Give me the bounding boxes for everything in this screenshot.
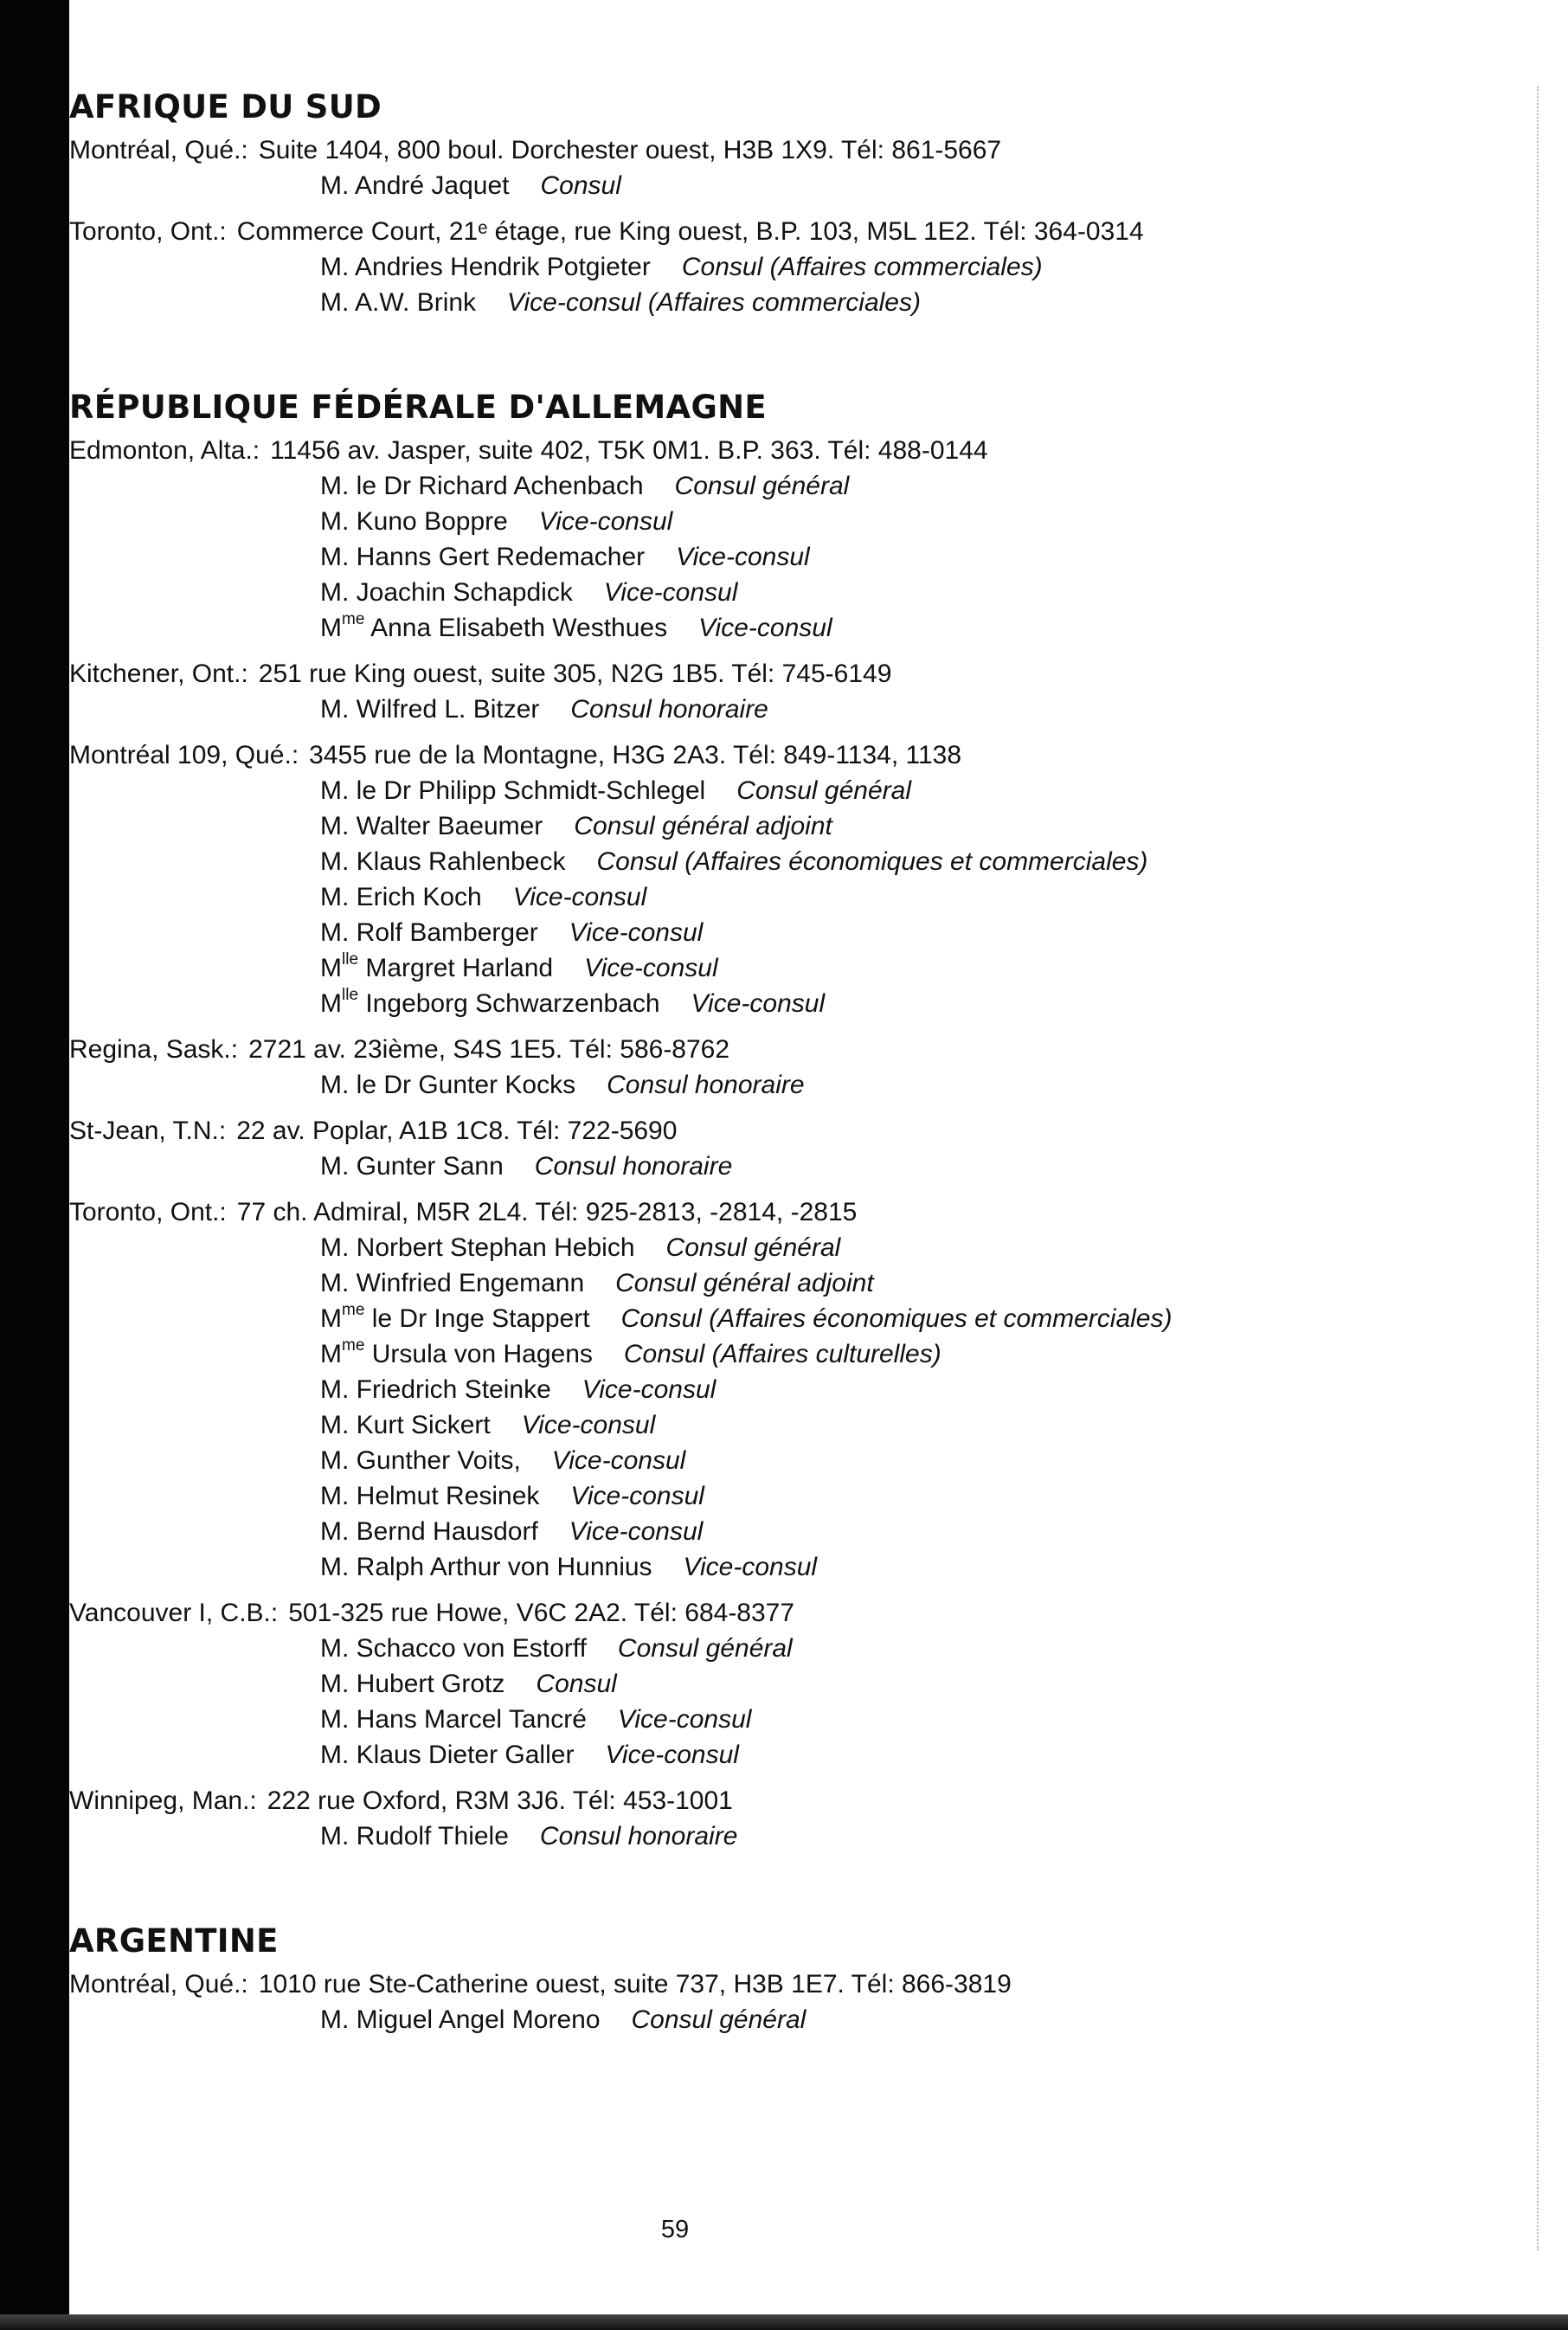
official-title: Consul général adjoint xyxy=(615,1269,874,1297)
address-line xyxy=(69,737,1488,773)
official-name xyxy=(320,847,566,876)
address-text: 501-325 rue Howe, V6C 2A2. Tél: 684-8377 xyxy=(288,1599,795,1627)
honorific-superscript: me xyxy=(342,1336,365,1355)
person-name: Andries Hendrik Potgieter xyxy=(355,253,651,281)
city-label: Vancouver I, C.B.: xyxy=(69,1599,279,1627)
city-label: Regina, Sask.: xyxy=(69,1035,239,1064)
honorific: M. xyxy=(320,918,350,947)
address-line xyxy=(69,1966,1488,2002)
honorific: M. xyxy=(320,1482,350,1510)
official-row xyxy=(69,1336,1488,1372)
honorific-superscript: lle xyxy=(342,950,359,969)
official-row xyxy=(69,844,1488,879)
official-title: Consul général xyxy=(631,2005,806,2034)
official-title: Consul (Affaires commerciales) xyxy=(681,253,1043,281)
person-name: Schacco von Estorff xyxy=(356,1634,587,1663)
official-row xyxy=(69,575,1488,610)
city-label: Winnipeg, Man.: xyxy=(69,1786,257,1815)
scan-bottom-edge xyxy=(0,2314,1568,2330)
honorific-superscript: me xyxy=(342,1301,365,1319)
honorific: M. xyxy=(320,543,350,571)
person-name: Ingeborg Schwarzenbach xyxy=(365,989,660,1018)
person-name: Anna Elisabeth Westhues xyxy=(370,614,668,642)
official-title: Vice-consul xyxy=(551,1446,686,1475)
official-row xyxy=(69,1702,1488,1737)
official-name xyxy=(320,1336,593,1368)
official-title: Consul (Affaires économiques et commerciales) xyxy=(596,847,1148,876)
address-text: 222 rue Oxford, R3M 3J6. Tél: 453-1001 xyxy=(267,1786,733,1815)
official-name xyxy=(320,986,660,1018)
person-name: Walter Baeumer xyxy=(356,812,543,840)
honorific: M. xyxy=(320,1553,350,1581)
official-name xyxy=(320,1233,635,1262)
official-name xyxy=(320,1482,539,1510)
person-name: Miguel Angel Moreno xyxy=(356,2005,601,2034)
person-name: Gunther Voits, xyxy=(356,1446,521,1475)
official-name xyxy=(320,1705,587,1734)
person-name: Klaus Rahlenbeck xyxy=(356,847,566,876)
person-name: le Dr Gunter Kocks xyxy=(356,1071,576,1099)
person-name: Friedrich Steinke xyxy=(356,1375,551,1404)
honorific-superscript: lle xyxy=(342,986,359,1004)
official-row xyxy=(69,879,1488,915)
address-line xyxy=(69,132,1488,168)
honorific: M. xyxy=(320,472,350,500)
country-heading: RÉPUBLIQUE FÉDÉRALE D'ALLEMAGNE xyxy=(69,389,767,426)
official-row xyxy=(69,692,1488,727)
official-row xyxy=(69,1478,1488,1514)
person-name: André Jaquet xyxy=(355,171,510,200)
official-title: Vice-consul xyxy=(569,918,704,947)
honorific: M. xyxy=(320,1517,350,1546)
address-line xyxy=(69,1595,1488,1631)
person-name: le Dr Richard Achenbach xyxy=(356,472,644,500)
person-name: Hubert Grotz xyxy=(356,1670,505,1698)
address-text: 3455 rue de la Montagne, H3G 2A3. Tél: 849-1134, 1138 xyxy=(309,741,962,769)
address-line xyxy=(69,656,1488,692)
official-name xyxy=(320,883,482,911)
address-line xyxy=(69,1113,1488,1149)
consulate-entry xyxy=(69,1966,1488,2037)
official-name xyxy=(320,288,476,317)
honorific: M. xyxy=(320,253,350,281)
official-name xyxy=(320,171,509,200)
honorific: M xyxy=(320,614,342,642)
official-row xyxy=(69,168,1488,203)
binding-edge xyxy=(0,0,69,2330)
official-name xyxy=(320,812,543,840)
city-label: Kitchener, Ont.: xyxy=(69,660,248,688)
consulate-entry xyxy=(69,214,1488,320)
honorific: M. xyxy=(320,1233,350,1262)
honorific: M. xyxy=(320,1670,350,1698)
official-name xyxy=(320,1411,491,1439)
official-title: Vice-consul xyxy=(569,1517,704,1546)
consulate-entry xyxy=(69,1783,1488,1854)
consulate-entry xyxy=(69,1032,1488,1103)
honorific: M xyxy=(320,989,342,1018)
official-row xyxy=(69,1407,1488,1443)
honorific: M xyxy=(320,1340,342,1368)
document-page xyxy=(69,82,1488,2048)
official-name xyxy=(320,543,645,571)
person-name: Rudolf Thiele xyxy=(356,1822,509,1850)
city-label: Toronto, Ont.: xyxy=(69,217,227,246)
official-name xyxy=(320,1375,551,1404)
person-name: Kurt Sickert xyxy=(356,1411,491,1439)
person-name: Joachin Schapdick xyxy=(356,578,573,607)
address-text: 2721 av. 23ième, S4S 1E5. Tél: 586-8762 xyxy=(248,1035,730,1064)
official-row xyxy=(69,1514,1488,1549)
official-title: Vice-consul xyxy=(603,578,738,607)
consulate-entry xyxy=(69,737,1488,1021)
honorific: M. xyxy=(320,695,350,724)
official-row xyxy=(69,773,1488,808)
official-title: Consul général xyxy=(665,1233,841,1262)
honorific: M. xyxy=(320,1822,350,1850)
official-row xyxy=(69,986,1488,1021)
official-name xyxy=(320,578,573,607)
official-title: Consul (Affaires économiques et commerciales) xyxy=(620,1304,1173,1333)
official-title: Vice-consul xyxy=(698,614,832,642)
official-name xyxy=(320,918,538,947)
address-line xyxy=(69,1783,1488,1818)
official-row xyxy=(69,950,1488,986)
city-label: St-Jean, T.N.: xyxy=(69,1117,227,1145)
official-name xyxy=(320,1822,509,1850)
official-row xyxy=(69,249,1488,285)
person-name: le Dr Inge Stappert xyxy=(371,1304,590,1333)
official-title: Consul général xyxy=(617,1634,793,1663)
address-text: Suite 1404, 800 boul. Dorchester ouest, H3B 1X9. Tél: 861-5667 xyxy=(258,136,1002,164)
official-title: Vice-consul xyxy=(570,1482,704,1510)
official-title: Vice-consul xyxy=(676,543,810,571)
person-name: A.W. Brink xyxy=(355,288,477,317)
honorific: M. xyxy=(320,1411,350,1439)
honorific: M. xyxy=(320,1705,350,1734)
person-name: Klaus Dieter Galler xyxy=(356,1741,575,1769)
honorific: M. xyxy=(320,847,350,876)
consulate-entry xyxy=(69,132,1488,203)
honorific: M xyxy=(320,1304,342,1333)
city-label: Toronto, Ont.: xyxy=(69,1198,227,1226)
official-name xyxy=(320,1269,584,1297)
official-row xyxy=(69,1301,1488,1336)
country-heading: ARGENTINE xyxy=(69,1922,279,1960)
official-title: Consul honoraire xyxy=(534,1152,733,1181)
official-row xyxy=(69,1230,1488,1265)
official-row xyxy=(69,1666,1488,1702)
official-title: Consul (Affaires culturelles) xyxy=(623,1340,941,1368)
person-name: Ralph Arthur von Hunnius xyxy=(356,1553,652,1581)
address-line xyxy=(69,433,1488,468)
official-row xyxy=(69,285,1488,320)
consulate-entry xyxy=(69,1194,1488,1585)
person-name: Wilfred L. Bitzer xyxy=(356,695,540,724)
official-title: Consul honoraire xyxy=(570,695,768,724)
honorific: M. xyxy=(320,507,350,536)
person-name: Hans Marcel Tancré xyxy=(356,1705,587,1734)
official-row xyxy=(69,1549,1488,1585)
person-name: le Dr Philipp Schmidt-Schlegel xyxy=(356,776,706,805)
official-title: Vice-consul xyxy=(512,883,647,911)
official-name xyxy=(320,776,705,805)
address-line xyxy=(69,1194,1488,1230)
official-name xyxy=(320,507,508,536)
official-title: Vice-consul xyxy=(521,1411,656,1439)
official-row xyxy=(69,504,1488,539)
address-line xyxy=(69,1032,1488,1067)
official-name xyxy=(320,1741,574,1769)
honorific: M. xyxy=(320,1741,350,1769)
consulate-entry xyxy=(69,1595,1488,1773)
official-name xyxy=(320,2005,601,2034)
official-row xyxy=(69,915,1488,950)
official-row xyxy=(69,539,1488,575)
honorific: M. xyxy=(320,883,350,911)
official-row xyxy=(69,1443,1488,1478)
person-name: Gunter Sann xyxy=(356,1152,504,1181)
person-name: Erich Koch xyxy=(356,883,482,911)
city-label: Montréal, Qué.: xyxy=(69,1970,248,1999)
city-label: Montréal 109, Qué.: xyxy=(69,741,299,769)
official-name xyxy=(320,1517,538,1546)
honorific-superscript: me xyxy=(342,610,365,628)
country-heading: AFRIQUE DU SUD xyxy=(69,88,382,126)
person-name: Helmut Resinek xyxy=(356,1482,540,1510)
person-name: Hanns Gert Redemacher xyxy=(356,543,646,571)
official-title: Vice-consul xyxy=(683,1553,818,1581)
honorific: M. xyxy=(320,776,350,805)
person-name: Kuno Boppre xyxy=(356,507,508,536)
honorific: M xyxy=(320,954,342,982)
honorific: M. xyxy=(320,1634,350,1663)
address-line xyxy=(69,214,1488,249)
person-name: Norbert Stephan Hebich xyxy=(356,1233,635,1262)
official-name xyxy=(320,1152,504,1181)
consulate-entry xyxy=(69,1113,1488,1184)
honorific: M. xyxy=(320,1446,350,1475)
official-row xyxy=(69,610,1488,646)
official-name xyxy=(320,1670,504,1698)
city-label: Edmonton, Alta.: xyxy=(69,436,260,465)
official-name xyxy=(320,472,644,500)
person-name: Bernd Hausdorf xyxy=(356,1517,538,1546)
official-name xyxy=(320,950,554,982)
consulate-entry xyxy=(69,656,1488,727)
official-title: Vice-consul xyxy=(584,954,718,982)
official-name xyxy=(320,1553,652,1581)
address-text: 77 ch. Admiral, M5R 2L4. Tél: 925-2813, -2814, -2815 xyxy=(236,1198,858,1226)
honorific: M. xyxy=(320,288,350,317)
person-name: Ursula von Hagens xyxy=(371,1340,593,1368)
honorific: M. xyxy=(320,1071,350,1099)
address-text: 251 rue King ouest, suite 305, N2G 1B5. Tél: 745-6149 xyxy=(258,660,892,688)
official-title: Vice-consul (Affaires commerciales) xyxy=(507,288,921,317)
official-row xyxy=(69,468,1488,504)
honorific: M. xyxy=(320,1375,350,1404)
official-title: Consul général adjoint xyxy=(574,812,832,840)
address-text: 22 av. Poplar, A1B 1C8. Tél: 722-5690 xyxy=(236,1117,678,1145)
page-number: 59 xyxy=(660,2216,690,2243)
address-text: 1010 rue Ste-Catherine ouest, suite 737, H3B 1E7. Tél: 866-3819 xyxy=(258,1970,1012,1999)
honorific: M. xyxy=(320,171,350,200)
scan-edge-marks xyxy=(1537,87,1542,2250)
official-title: Consul honoraire xyxy=(607,1071,805,1099)
city-label: Montréal, Qué.: xyxy=(69,136,248,164)
official-row xyxy=(69,808,1488,844)
official-title: Vice-consul xyxy=(538,507,673,536)
official-title: Consul xyxy=(540,171,621,200)
official-title: Consul général xyxy=(674,472,850,500)
official-title: Vice-consul xyxy=(605,1741,739,1769)
honorific: M. xyxy=(320,1152,350,1181)
official-name xyxy=(320,1071,575,1099)
address-text: 11456 av. Jasper, suite 402, T5K 0M1. B.P. 363. Tél: 488-0144 xyxy=(270,436,988,465)
honorific: M. xyxy=(320,578,350,607)
official-title: Consul général xyxy=(736,776,911,805)
official-name xyxy=(320,1446,521,1475)
honorific: M. xyxy=(320,2005,350,2034)
official-title: Vice-consul xyxy=(691,989,826,1018)
official-row xyxy=(69,1631,1488,1666)
official-row xyxy=(69,1149,1488,1184)
person-name: Margret Harland xyxy=(365,954,554,982)
address-text: Commerce Court, 21ᵉ étage, rue King ouest, B.P. 103, M5L 1E2. Tél: 364-0314 xyxy=(236,217,1144,246)
honorific: M. xyxy=(320,812,350,840)
official-title: Consul honoraire xyxy=(539,1822,738,1850)
official-name xyxy=(320,1301,590,1333)
official-name xyxy=(320,253,651,281)
official-row xyxy=(69,1818,1488,1854)
official-title: Vice-consul xyxy=(617,1705,752,1734)
consulate-entry xyxy=(69,433,1488,646)
person-name: Rolf Bamberger xyxy=(356,918,538,947)
honorific: M. xyxy=(320,1269,350,1297)
official-title: Vice-consul xyxy=(582,1375,717,1404)
official-name xyxy=(320,1634,587,1663)
official-name xyxy=(320,610,668,642)
official-row xyxy=(69,1067,1488,1103)
official-title: Consul xyxy=(536,1670,617,1698)
official-row xyxy=(69,1265,1488,1301)
official-name xyxy=(320,695,539,724)
official-row xyxy=(69,1737,1488,1773)
person-name: Winfried Engemann xyxy=(356,1269,585,1297)
official-row xyxy=(69,1372,1488,1407)
official-row xyxy=(69,2002,1488,2037)
